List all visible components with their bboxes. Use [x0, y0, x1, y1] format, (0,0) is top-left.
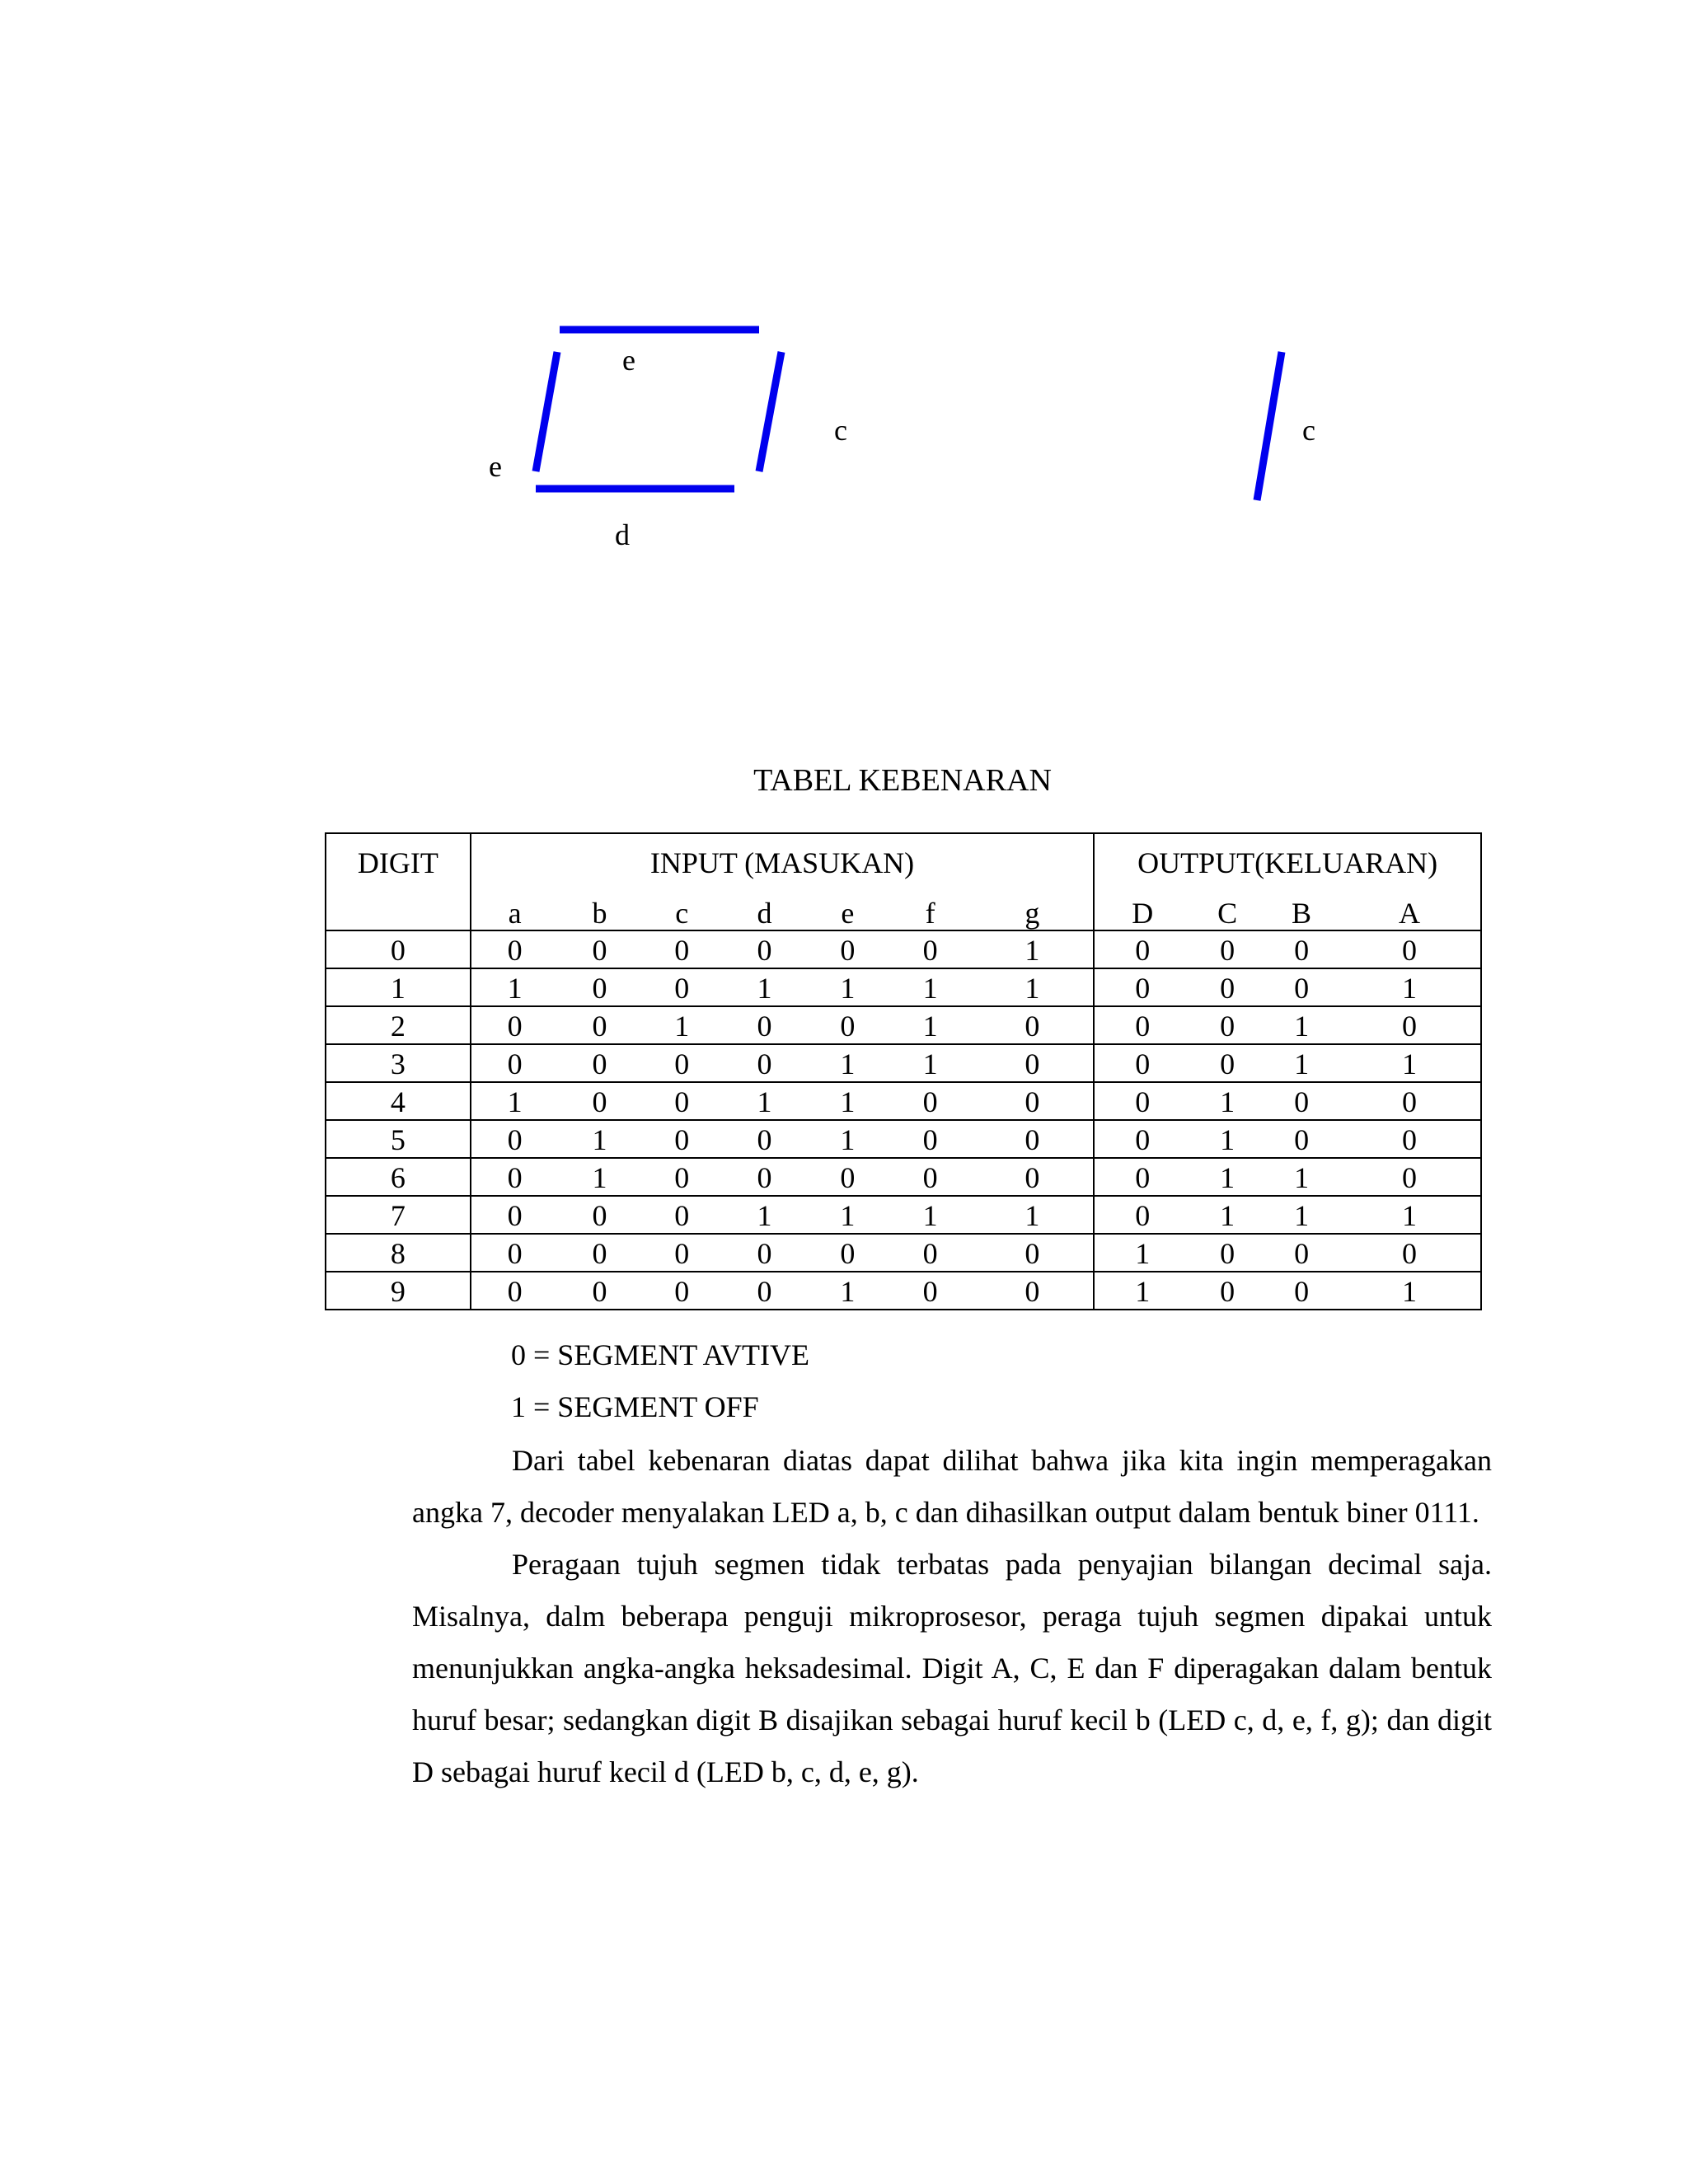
cell-input: 0 — [559, 968, 641, 1006]
label-segment-bottom: d — [615, 518, 630, 551]
cell-output: 0 — [1190, 1006, 1264, 1044]
cell-input: 0 — [889, 1234, 972, 1272]
cell-input: 0 — [723, 1044, 806, 1082]
cell-input: 0 — [640, 1234, 723, 1272]
cell-input: 0 — [640, 1120, 723, 1158]
cell-input: 1 — [972, 1196, 1095, 1234]
cell-output: 0 — [1190, 968, 1264, 1006]
cell-input: 0 — [723, 1272, 806, 1310]
cell-output: 1 — [1339, 968, 1481, 1006]
paragraph-2: Peragaan tujuh segmen tidak terbatas pada penyajian bilangan decimal saja. Misalnya, dalm beberapa penguji mikroprosesor, peraga tujuh segmen dipakai untuk menunjukkan angka-angka heksadesimal. Digit A, C, E dan F diperagakan dalam bentuk huruf besar; sedangkan digit B disajikan sebagai huruf kecil b (LED c, d, e, f, g); dan digit D sebagai huruf kecil d (LED b, c, d, e, g). — [412, 1548, 1492, 1788]
label-segment-right: c — [834, 414, 847, 447]
table-row — [326, 1272, 1481, 1310]
cell-output: 0 — [1190, 1234, 1264, 1272]
table-row — [326, 930, 1481, 968]
cell-input: 0 — [640, 1044, 723, 1082]
cell-input: 0 — [640, 1082, 723, 1120]
cell-output: 0 — [1339, 930, 1481, 968]
legend-off: 1 = SEGMENT OFF — [511, 1390, 759, 1423]
cell-input: 0 — [806, 1006, 889, 1044]
cell-output: 0 — [1264, 1234, 1339, 1272]
cell-input: 0 — [471, 930, 559, 968]
output-col-D: D — [1132, 897, 1154, 930]
cell-output: 0 — [1094, 1006, 1190, 1044]
cell-digit: 3 — [326, 1044, 471, 1082]
cell-input: 0 — [471, 1044, 559, 1082]
cell-output: 0 — [1339, 1158, 1481, 1196]
body-text — [412, 1435, 1492, 1798]
cell-output: 0 — [1094, 1082, 1190, 1120]
cell-output: 0 — [1094, 1158, 1190, 1196]
cell-input: 0 — [559, 1006, 641, 1044]
cell-input: 0 — [889, 1120, 972, 1158]
cell-output: 1 — [1094, 1234, 1190, 1272]
segment-upper-right — [759, 352, 781, 471]
output-col-A: A — [1339, 885, 1481, 930]
header-input: INPUT (MASUKAN) — [471, 833, 1094, 885]
input-col-c: c — [675, 897, 689, 930]
cell-input: 0 — [640, 930, 723, 968]
cell-input: 0 — [723, 1158, 806, 1196]
cell-output: 0 — [1094, 1120, 1190, 1158]
cell-input: 0 — [806, 1234, 889, 1272]
header-digit: DIGIT — [326, 833, 471, 885]
cell-output: 1 — [1190, 1120, 1264, 1158]
cell-input: 1 — [640, 1006, 723, 1044]
cell-output: 0 — [1264, 930, 1339, 968]
cell-output: 0 — [1264, 1120, 1339, 1158]
cell-input: 1 — [889, 1006, 972, 1044]
cell-digit: 8 — [326, 1234, 471, 1272]
cell-input: 0 — [889, 1272, 972, 1310]
cell-input: 1 — [889, 1044, 972, 1082]
table-row — [326, 1044, 1481, 1082]
cell-digit: 2 — [326, 1006, 471, 1044]
cell-input: 1 — [806, 1196, 889, 1234]
cell-output: 0 — [1339, 1234, 1481, 1272]
cell-input: 1 — [559, 1158, 641, 1196]
cell-digit: 1 — [326, 968, 471, 1006]
cell-output: 1 — [1264, 1044, 1339, 1082]
cell-input: 1 — [806, 1044, 889, 1082]
cell-input: 0 — [559, 1234, 641, 1272]
cell-input: 1 — [806, 1272, 889, 1310]
table-row — [326, 1196, 1481, 1234]
cell-output: 1 — [1264, 1158, 1339, 1196]
table-title: TABEL KEBENARAN — [753, 763, 1052, 798]
cell-input: 0 — [559, 1044, 641, 1082]
cell-input: 0 — [471, 1158, 559, 1196]
seven-segment-diagram — [0, 0, 1688, 577]
output-col-B: B — [1292, 897, 1312, 930]
input-col-a: a — [508, 897, 522, 930]
cell-output: 1 — [1339, 1196, 1481, 1234]
cell-output: 0 — [1264, 1272, 1339, 1310]
cell-input: 0 — [806, 930, 889, 968]
cell-output: 1 — [1094, 1272, 1190, 1310]
cell-input: 0 — [972, 1006, 1095, 1044]
cell-digit: 6 — [326, 1158, 471, 1196]
cell-input: 0 — [640, 1272, 723, 1310]
cell-input: 0 — [559, 1272, 641, 1310]
segment-digit1-right — [1257, 352, 1282, 500]
table-row — [326, 1158, 1481, 1196]
cell-output: 0 — [1190, 1044, 1264, 1082]
cell-output: 0 — [1094, 930, 1190, 968]
label-segment-top: e — [622, 344, 635, 377]
input-col-d: d — [757, 897, 772, 930]
cell-output: 0 — [1339, 1120, 1481, 1158]
cell-input: 0 — [723, 1234, 806, 1272]
table-row — [326, 1120, 1481, 1158]
cell-input: 0 — [972, 1120, 1095, 1158]
cell-input: 0 — [972, 1158, 1095, 1196]
cell-output: 1 — [1339, 1044, 1481, 1082]
header-output: OUTPUT(KELUARAN) — [1094, 833, 1481, 885]
cell-digit: 9 — [326, 1272, 471, 1310]
cell-input: 0 — [640, 1158, 723, 1196]
cell-input: 0 — [889, 930, 972, 968]
cell-input: 1 — [806, 1120, 889, 1158]
cell-output: 1 — [1264, 1006, 1339, 1044]
paragraph-1: Dari tabel kebenaran diatas dapat dilihat bahwa jika kita ingin memperagakan angka 7, decoder menyalakan LED a, b, c dan dihasilkan output dalam bentuk biner 0111. — [412, 1444, 1492, 1529]
cell-output: 0 — [1190, 930, 1264, 968]
cell-input: 0 — [471, 1120, 559, 1158]
cell-input: 0 — [889, 1082, 972, 1120]
cell-output: 0 — [1339, 1006, 1481, 1044]
cell-input: 1 — [889, 968, 972, 1006]
segment-group — [536, 330, 1282, 500]
table-header-row — [326, 833, 1481, 885]
cell-input: 0 — [640, 1196, 723, 1234]
cell-input: 1 — [723, 1196, 806, 1234]
cell-input: 0 — [723, 1006, 806, 1044]
cell-output: 1 — [1264, 1196, 1339, 1234]
cell-input: 0 — [972, 1272, 1095, 1310]
input-col-e: e — [841, 897, 855, 930]
cell-output: 0 — [1339, 1082, 1481, 1120]
cell-input: 0 — [471, 1006, 559, 1044]
cell-output: 0 — [1094, 1044, 1190, 1082]
cell-input: 0 — [723, 930, 806, 968]
cell-input: 1 — [972, 930, 1095, 968]
cell-input: 1 — [806, 968, 889, 1006]
table-row — [326, 1234, 1481, 1272]
cell-digit: 5 — [326, 1120, 471, 1158]
input-col-b: b — [592, 897, 607, 930]
cell-input: 0 — [471, 1196, 559, 1234]
table-subheader-row — [326, 885, 1481, 930]
label-digit1-segment: c — [1302, 414, 1315, 447]
subheader-digit-empty — [326, 885, 471, 930]
cell-output: 0 — [1094, 1196, 1190, 1234]
cell-input: 1 — [471, 968, 559, 1006]
cell-input: 1 — [559, 1120, 641, 1158]
cell-input: 0 — [559, 930, 641, 968]
cell-input: 0 — [559, 1196, 641, 1234]
cell-output: 1 — [1190, 1196, 1264, 1234]
cell-input: 0 — [559, 1082, 641, 1120]
cell-input: 0 — [723, 1120, 806, 1158]
cell-input: 1 — [723, 1082, 806, 1120]
cell-input: 1 — [471, 1082, 559, 1120]
cell-input: 0 — [972, 1082, 1095, 1120]
cell-input: 0 — [889, 1158, 972, 1196]
cell-output: 1 — [1339, 1272, 1481, 1310]
cell-output: 1 — [1190, 1158, 1264, 1196]
cell-input: 1 — [972, 968, 1095, 1006]
cell-output: 0 — [1094, 968, 1190, 1006]
cell-input: 0 — [471, 1272, 559, 1310]
cell-digit: 0 — [326, 930, 471, 968]
input-col-f: f — [925, 897, 935, 930]
cell-input: 0 — [471, 1234, 559, 1272]
table-row — [326, 1082, 1481, 1120]
truth-table — [325, 832, 1482, 1310]
cell-output: 0 — [1264, 1082, 1339, 1120]
cell-digit: 7 — [326, 1196, 471, 1234]
output-col-C: C — [1217, 897, 1238, 930]
label-segment-left: e — [489, 450, 502, 483]
table-row — [326, 968, 1481, 1006]
cell-input: 0 — [972, 1234, 1095, 1272]
segment-upper-left — [536, 352, 557, 471]
cell-output: 0 — [1190, 1272, 1264, 1310]
input-col-g: g — [972, 885, 1095, 930]
cell-input: 0 — [972, 1044, 1095, 1082]
legend-active: 0 = SEGMENT AVTIVE — [511, 1338, 809, 1371]
cell-input: 1 — [889, 1196, 972, 1234]
cell-output: 1 — [1190, 1082, 1264, 1120]
cell-digit: 4 — [326, 1082, 471, 1120]
cell-input: 1 — [723, 968, 806, 1006]
table-row — [326, 1006, 1481, 1044]
cell-input: 1 — [806, 1082, 889, 1120]
cell-input: 0 — [640, 968, 723, 1006]
cell-output: 0 — [1264, 968, 1339, 1006]
cell-input: 0 — [806, 1158, 889, 1196]
